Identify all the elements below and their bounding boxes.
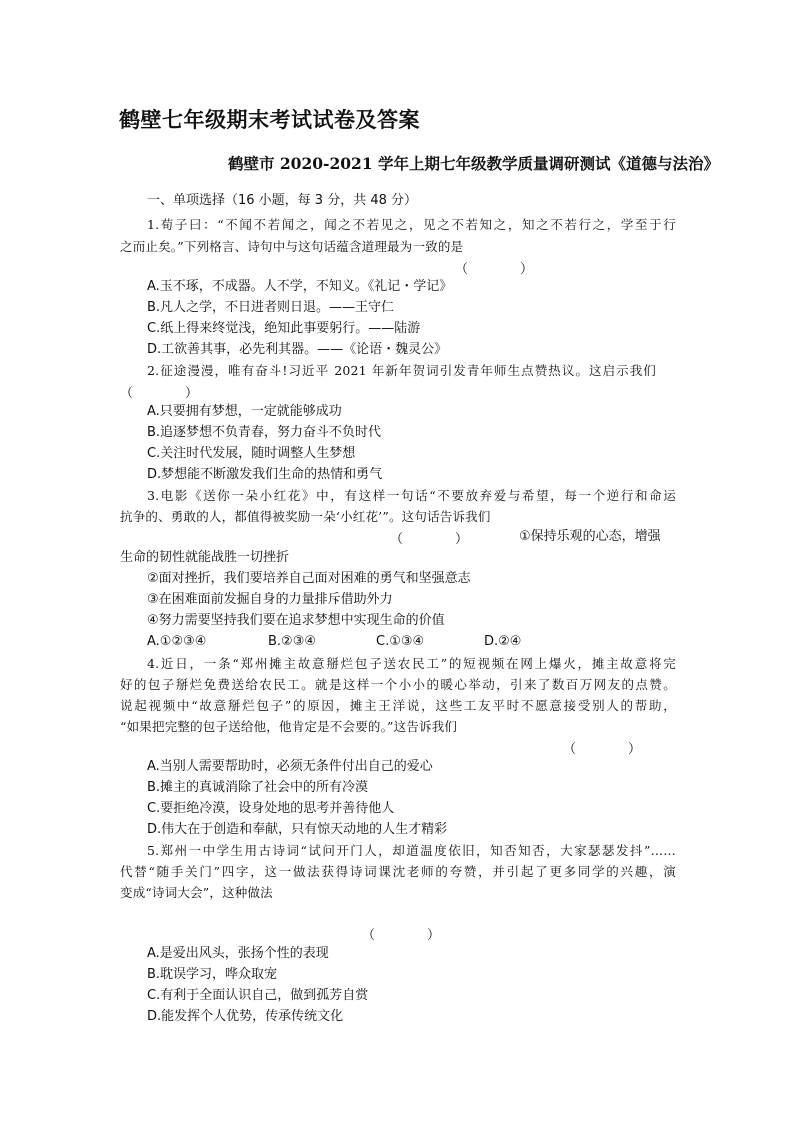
q5-option-a: A.是爱出风头，张扬个性的表现: [147, 946, 329, 961]
q2-option-a: A.只要拥有梦想，一定就能够成功: [147, 404, 342, 419]
q3-choice-d: D.②④: [484, 634, 522, 649]
q3-choice-b: B.②③④: [268, 634, 317, 649]
q5-stem-line-1: 5.郑州一中学生用古诗词“试问开门人，却道温度依旧，知否知否，大家瑟瑟发抖”……: [147, 843, 676, 858]
q1-stem-line-2: 之而止矣。”下列格言、诗句中与这句话蕴含道理最为一致的是: [120, 239, 464, 254]
q2-option-d: D.梦想能不断激发我们生命的热情和勇气: [147, 467, 383, 482]
q1-option-b: B.凡人之学，不日进者则日退。——王守仁: [147, 300, 395, 315]
q1-option-c: C.纸上得来终觉浅，绝知此事要躬行。——陆游: [147, 321, 421, 336]
q3-answer-blank: （ ）: [390, 532, 469, 547]
q3-item-2: ②面对挫折，我们要培养自己面对困难的勇气和坚强意志: [147, 571, 471, 586]
q1-answer-blank: （ ）: [455, 262, 534, 277]
q1-option-d: D.工欲善其事，必先利其器。——《论语・魏灵公》: [147, 342, 448, 357]
q3-item-3: ③在困难面前发掘自身的力量排斥借助外力: [147, 592, 393, 607]
q4-stem-line-2: 好的包子掰烂免费送给农民工。就是这样一个小小的暖心举动，引来了数百万网友的点赞。: [120, 677, 676, 692]
q5-stem-line-2: 代替“随手关门”四字，这一做法获得诗词课沈老师的夸赞，并引起了更多同学的兴趣，演: [120, 864, 676, 879]
q4-answer-blank: （ ）: [563, 742, 642, 757]
q3-item-1-cont: 生命的韧性就能战胜一切挫折: [120, 550, 290, 565]
q3-item-1-start: ①保持乐观的心态，增强: [519, 529, 661, 544]
q3-item-4: ④努力需要坚持我们要在追求梦想中实现生命的价值: [147, 613, 445, 628]
q5-stem-line-3: 变成“诗词大会”，这种做法: [120, 885, 273, 900]
q4-stem-line-3: 说起视频中“故意掰烂包子”的原因，摊主王洋说，这些工友平时不愿意接受别人的帮助，: [120, 698, 676, 713]
q5-option-b: B.耽误学习，哗众取宠: [147, 967, 278, 982]
q3-choice-a: A.①②③④: [147, 634, 207, 649]
q1-stem-line-1: 1.荀子曰：“不闻不若闻之，闻之不若见之，见之不若知之，知之不若行之，学至于行: [147, 217, 676, 232]
q4-stem-line-1: 4.近日，一条“郑州摊主故意掰烂包子送农民工”的短视频在网上爆火，摊主故意将完: [147, 656, 676, 671]
q4-option-a: A.当别人需要帮助时，必须无条件付出自己的爱心: [147, 759, 433, 774]
q1-option-a: A.玉不琢，不成器。人不学，不知义。《礼记・学记》: [147, 279, 453, 294]
q3-choice-c: C.①③④: [376, 634, 425, 649]
q2-option-b: B.追逐梦想不负青春，努力奋斗不负时代: [147, 425, 382, 440]
q4-option-b: B.摊主的真诚消除了社会中的所有冷漠: [147, 780, 369, 795]
document-title: 鹤壁七年级期末考试试卷及答案: [119, 107, 420, 132]
q2-stem-line-1: 2.征途漫漫，唯有奋斗!习近平 2021 年新年贺词引发青年师生点赞热议。这启示我们: [147, 363, 656, 378]
q5-option-c: C.有利于全面认识自己，做到孤芳自赏: [147, 988, 369, 1003]
q4-option-d: D.伟大在于创造和奉献，只有惊天动地的人生才精彩: [147, 822, 448, 837]
q5-option-d: D.能发挥个人优势，传承传统文化: [147, 1009, 344, 1024]
section-heading: 一、单项选择（16 小题，每 3 分，共 48 分）: [147, 193, 418, 208]
q4-option-c: C.要拒绝冷漠，设身处地的思考并善待他人: [147, 801, 395, 816]
q4-stem-line-4: “如果把完整的包子送给他，他肯定是不会要的。”这告诉我们: [120, 719, 458, 734]
q2-option-c: C.关注时代发展，随时调整人生梦想: [147, 446, 356, 461]
q5-answer-blank: （ ）: [362, 928, 441, 943]
exam-title: 鹤壁市 2020-2021 学年上期七年级教学质量调研测试《道德与法治》: [228, 154, 720, 173]
q3-stem-line-2: 抗争的、勇敢的人，都值得被奖励一朵‘小红花’”。这句话告诉我们: [120, 509, 491, 524]
q2-answer-blank: （ ）: [120, 386, 199, 401]
q3-stem-line-1: 3.电影《送你一朵小红花》中，有这样一句话“不要放弃爱与希望，每一个逆行和命运: [147, 488, 676, 503]
